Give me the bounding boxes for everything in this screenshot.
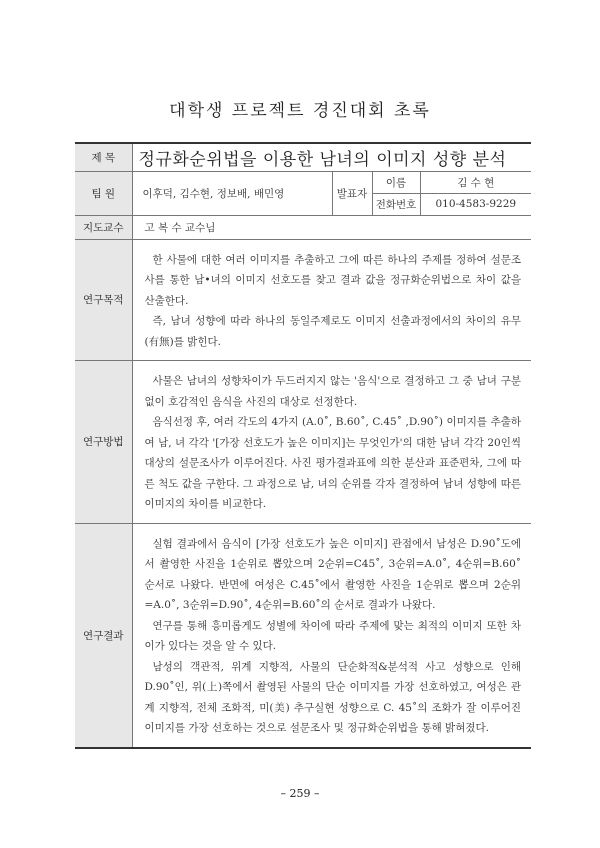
method-text [132, 361, 531, 524]
result-text [132, 523, 531, 748]
phone-label: 전화번호 [372, 193, 420, 215]
presenter-name: 김 수 현 [420, 171, 531, 193]
project-title: 정규화순위법을 이용한 남녀의 이미지 성향 분석 [132, 143, 531, 171]
advisor-row [75, 215, 531, 239]
title-row [75, 143, 531, 171]
method-paragraph: 사물은 남녀의 성향차이가 두드러지지 않는 '음식'으로 결정하고 그 중 남녀 구분 없이 호감적인 음식을 사진의 대상로 선정한다. [144, 375, 522, 408]
abstract-table [75, 142, 531, 749]
result-paragraph: 남성의 객관적, 위계 지향적, 사물의 단순화적&분석적 사고 성향으로 인해 D.90˚인, 위(上)쪽에서 촬영된 사물의 단순 이미지를 가장 선호하였고, 여성은 관계 지향적, 전체 조화적, 미(美) 추구실현 성향으로 C. 45˚의 조화가 잘 이루어진 이미지를 가장 선호하는 것으로 설문조사 및 정규화순위법을 통해 밝혀졌다. [144, 660, 522, 734]
team-label: 팀 원 [75, 171, 132, 215]
method-label: 연구방법 [75, 361, 132, 524]
method-row [75, 361, 531, 524]
advisor-name: 고 복 수 교수님 [132, 215, 531, 239]
subject-label: 제 목 [75, 143, 132, 171]
method-paragraph: 음식선정 후, 여러 각도의 4가지 (A.0˚, B.60˚, C.45˚ ,D.90˚) 이미지를 추출하여 남, 녀 각각 '[가장 선호도가 높은 이미지]는 무엇인가'의 대한 남녀 각각 20인씩 대상의 설문조사가 이루어진다. 사진 평가결과표에 의한 분산과 표준편차, 그에 따른 척도 값을 구한다. 그 과정으로 남, 녀의 순위를 각자 결정하여 남녀 성향에 따른 이미지의 차이를 비교한다. [144, 416, 522, 510]
result-row [75, 523, 531, 748]
result-paragraph: 실험 결과에서 음식이 [가장 선호도가 높은 이미지] 관점에서 남성은 D.90˚도에서 촬영한 사진을 1순위로 뽑았으며 2순위=C45˚, 3순위=A.0˚, 4순위=B.60˚ 순서로 나왔다. 반면에 여성은 C.45˚에서 촬영한 사진을 1순위로 뽑으며 2순위=A.0˚, 3순위=D.90˚, 4순위=B.60˚의 순서로 결과가 나왔다. [144, 537, 522, 611]
result-paragraph: 연구를 통해 흥미롭게도 성별에 차이에 따라 주제에 맞는 최적의 이미지 또한 차이가 있다는 것을 알 수 있다. [144, 619, 522, 652]
purpose-paragraph: 한 사물에 대한 여러 이미지를 추출하고 그에 따른 하나의 주제를 정하여 설문조사를 통한 남•녀의 이미지 선호도를 찾고 결과 값을 정규화순위법으로 차이 값을 산출한다. [144, 253, 522, 307]
result-label: 연구결과 [75, 523, 132, 748]
purpose-text [132, 239, 531, 361]
team-members: 이후덕, 김수현, 정보배, 배민영 [132, 171, 332, 215]
purpose-row [75, 239, 531, 361]
purpose-label: 연구목적 [75, 239, 132, 361]
page-title: 대학생 프로젝트 경진대회 초록 [169, 101, 431, 121]
team-row [75, 171, 531, 193]
page-number: – 259 – [280, 787, 320, 800]
presenter-label: 발표자 [332, 171, 372, 215]
purpose-paragraph: 즉, 남녀 성향에 따라 하나의 동일주제로도 이미지 선출과정에서의 차이의 유무(有無)를 밝힌다. [144, 315, 522, 348]
advisor-label: 지도교수 [75, 215, 132, 239]
name-label: 이름 [372, 171, 420, 193]
presenter-phone: 010-4583-9229 [420, 193, 531, 215]
